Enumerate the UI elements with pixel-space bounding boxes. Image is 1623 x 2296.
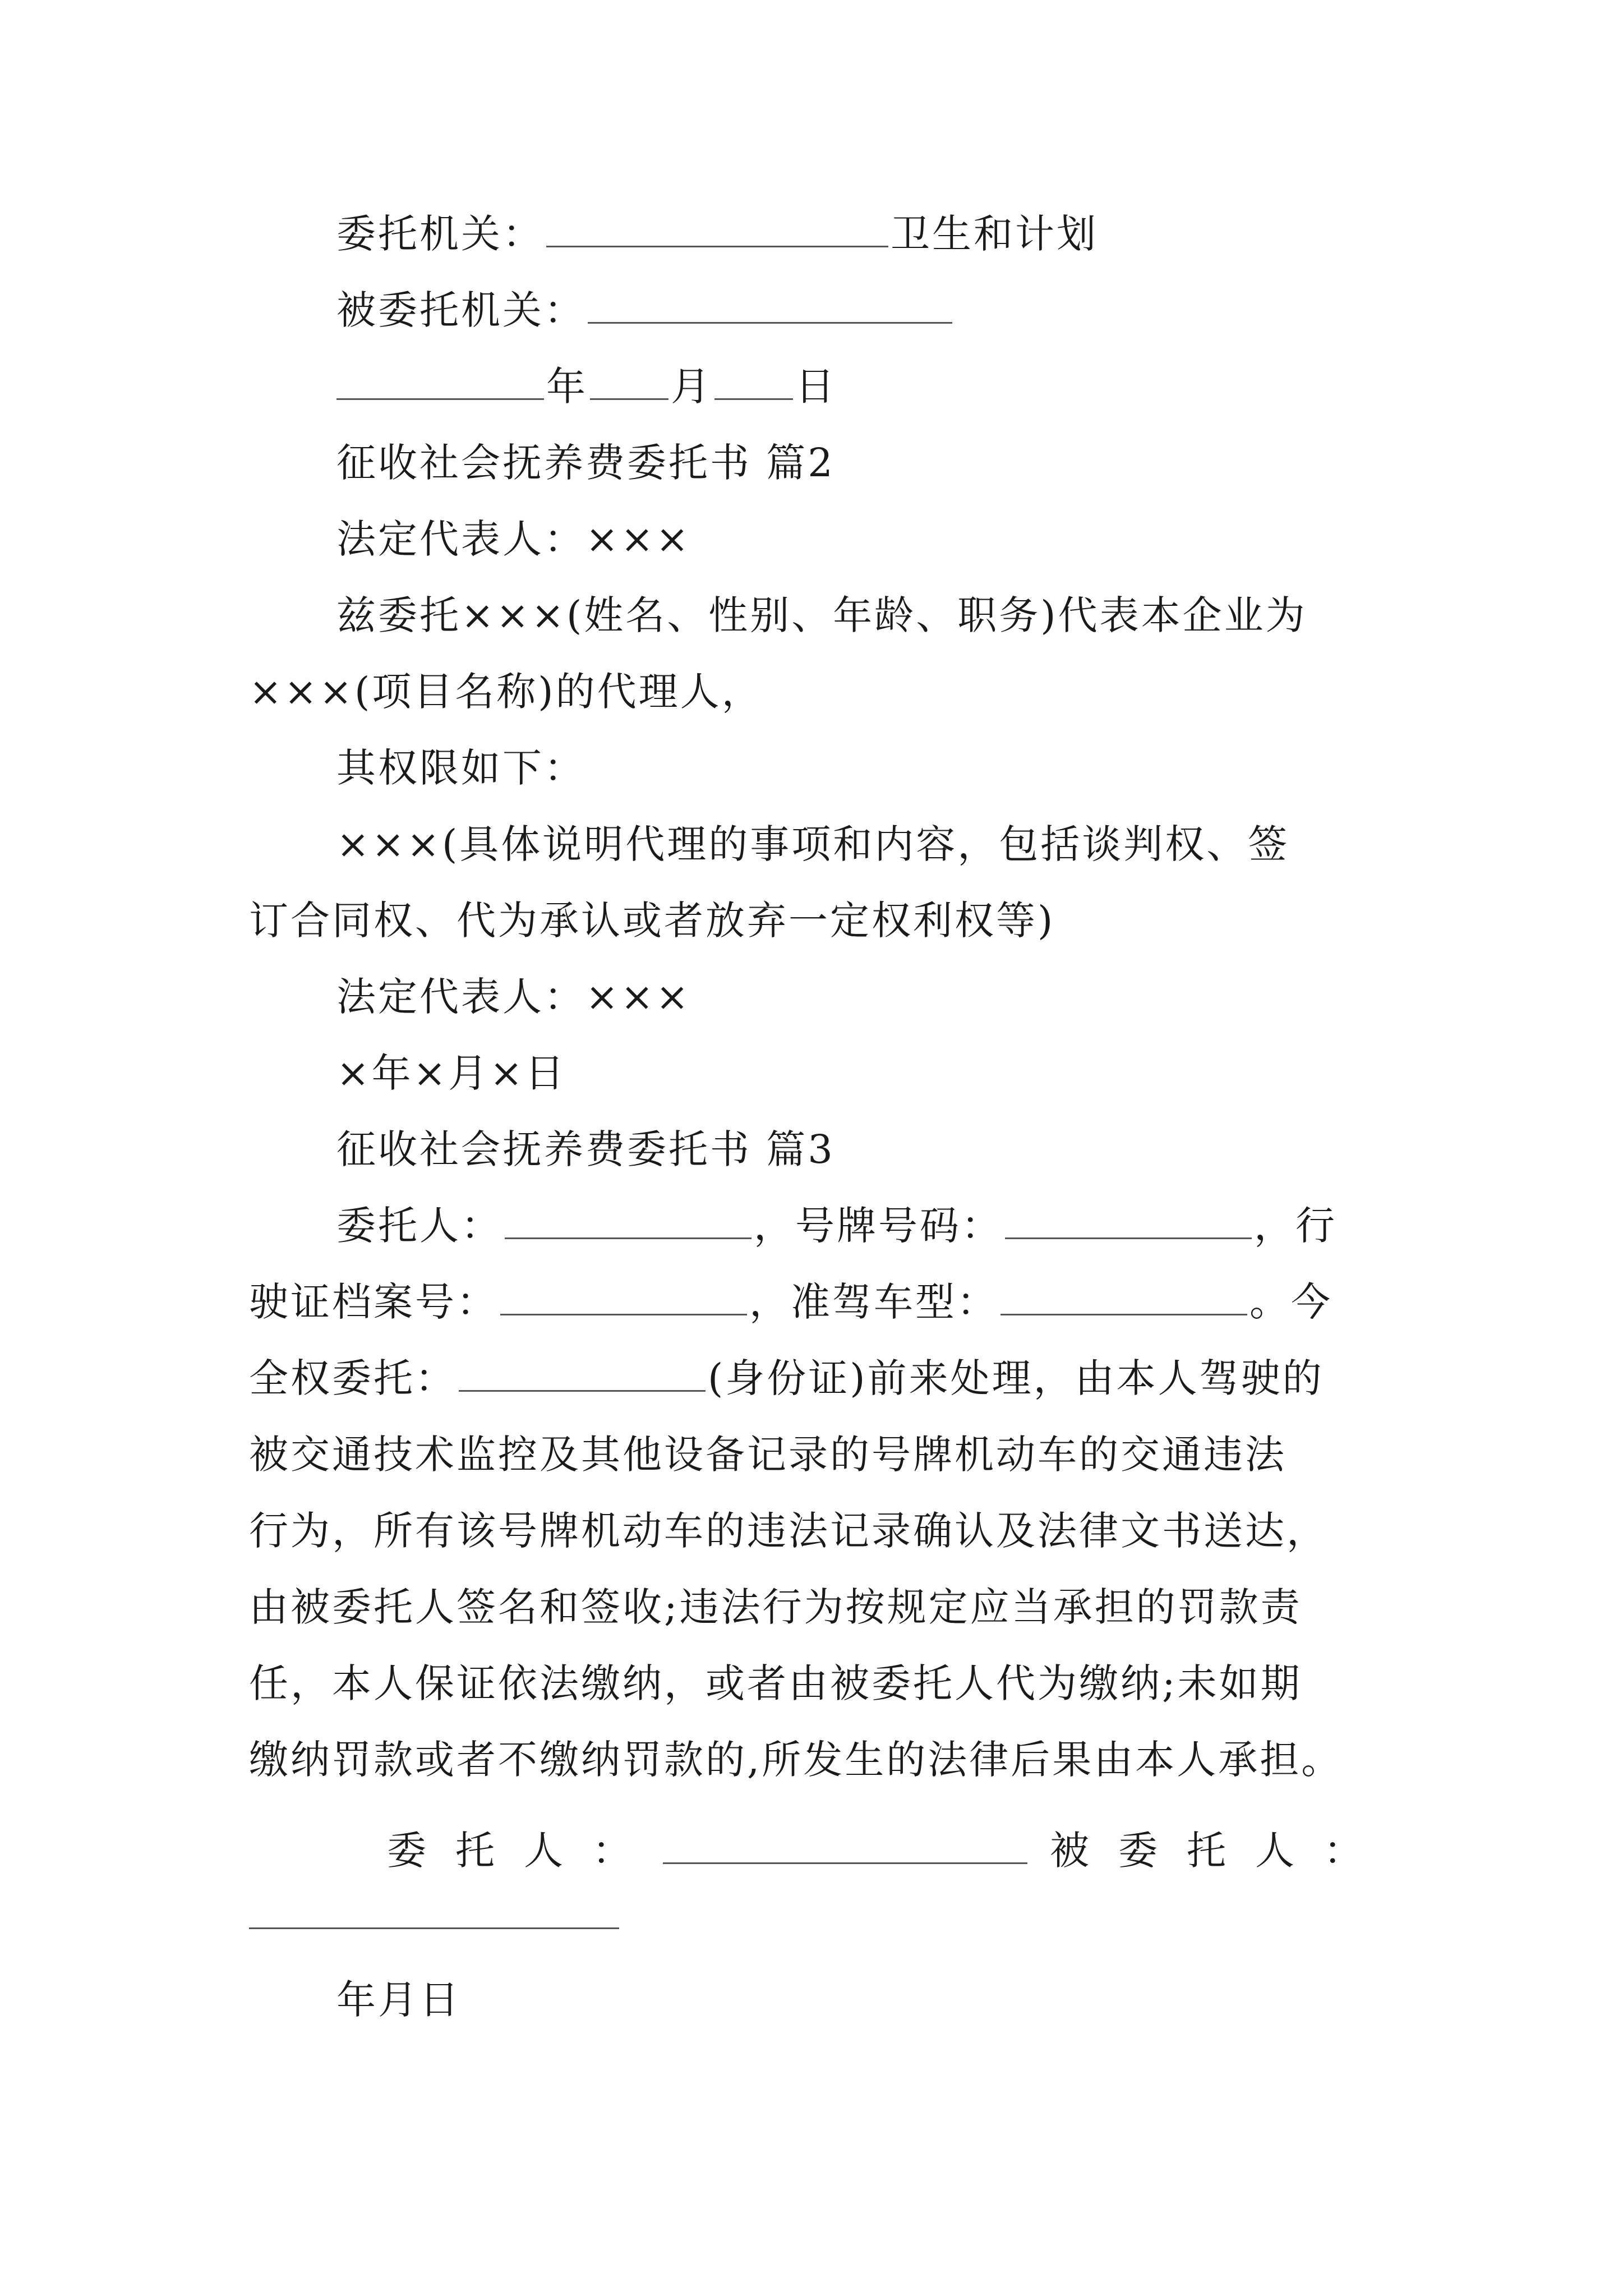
traffic-para-line-1 bbox=[336, 1200, 1380, 1251]
id-blank bbox=[459, 1355, 706, 1392]
section-heading-2: 征收社会抚养费委托书 篇2 bbox=[336, 440, 835, 486]
principal-label: 委托人： bbox=[336, 1203, 502, 1249]
traffic-para-line-7: 任，本人保证依法缴纳，或者由被委托人代为缴纳;未如期 bbox=[249, 1660, 1302, 1706]
principal-sign-label: 委托人： bbox=[387, 1828, 661, 1874]
authority-heading: 其权限如下： bbox=[336, 745, 585, 791]
traffic-para-line-8: 缴纳罚款或者不缴纳罚款的,所发生的法律后果由本人承担。 bbox=[249, 1737, 1343, 1783]
traffic-para-line-4: 被交通技术监控及其他设备记录的号牌机动车的交通违法 bbox=[249, 1432, 1287, 1478]
traffic-para-line-5: 行为，所有该号牌机动车的违法记录确认及法律文书送达， bbox=[249, 1508, 1328, 1554]
entrusting-agency-suffix: 卫生和计划 bbox=[891, 211, 1098, 257]
authorization-para-line-2: ×××(项目名称)的代理人， bbox=[249, 669, 763, 715]
traffic-para-line-3 bbox=[249, 1353, 1376, 1404]
traffic-para-line-6: 由被委托人签名和签收;违法行为按规定应当承担的罚款责 bbox=[249, 1584, 1302, 1630]
date-line-1 bbox=[336, 361, 1380, 412]
line-end-text: 。今 bbox=[1249, 1279, 1332, 1325]
entrusted-agency-line bbox=[336, 285, 1380, 335]
entrusted-agency-label: 被委托机关： bbox=[336, 287, 585, 333]
month-label: 月 bbox=[671, 364, 712, 409]
date-line-3: 年月日 bbox=[336, 1977, 461, 2023]
entrusted-agency-blank bbox=[588, 287, 952, 324]
year-blank bbox=[336, 364, 544, 400]
entrusting-agency-blank bbox=[546, 211, 888, 247]
license-file-label: 驶证档案号： bbox=[249, 1279, 498, 1325]
date-line-2: ×年×月×日 bbox=[336, 1050, 566, 1096]
vehicle-class-blank bbox=[1000, 1279, 1247, 1315]
plate-number-blank bbox=[1005, 1203, 1252, 1239]
traffic-para-line-2 bbox=[249, 1277, 1376, 1327]
principal-sign-blank bbox=[663, 1828, 1027, 1864]
day-label: 日 bbox=[795, 364, 837, 409]
vehicle-class-label: ，准驾车型： bbox=[749, 1279, 998, 1325]
authorize-label: 全权委托： bbox=[249, 1355, 457, 1401]
signature-line bbox=[387, 1825, 1514, 1876]
authorization-para-line-1: 兹委托×××(姓名、性别、年龄、职务)代表本企业为 bbox=[336, 592, 1307, 638]
agent-sign-blank bbox=[249, 1927, 619, 1929]
authority-para-line-1: ×××(具体说明代理的事项和内容，包括谈判权、签 bbox=[336, 821, 1290, 867]
license-file-blank bbox=[500, 1279, 747, 1315]
authority-para-line-2: 订合同权、代为承认或者放弃一定权利权等) bbox=[249, 898, 1055, 944]
plate-number-label: ，号牌号码： bbox=[754, 1203, 1003, 1249]
day-blank bbox=[714, 364, 793, 400]
line-end-text: ，行 bbox=[1254, 1203, 1337, 1249]
entrusting-agency-line bbox=[336, 209, 1380, 259]
month-blank bbox=[590, 364, 668, 400]
agent-sign-label: 被委托人： bbox=[1050, 1828, 1392, 1874]
id-card-text: (身份证)前来处理，由本人驾驶的 bbox=[708, 1355, 1324, 1401]
section-heading-3: 征收社会抚养费委托书 篇3 bbox=[336, 1126, 835, 1172]
legal-rep-line-2: 法定代表人：××× bbox=[336, 974, 691, 1020]
principal-blank bbox=[505, 1203, 751, 1239]
year-label: 年 bbox=[546, 364, 588, 409]
entrusting-agency-label: 委托机关： bbox=[336, 211, 544, 257]
legal-rep-line-1: 法定代表人：××× bbox=[336, 516, 691, 562]
